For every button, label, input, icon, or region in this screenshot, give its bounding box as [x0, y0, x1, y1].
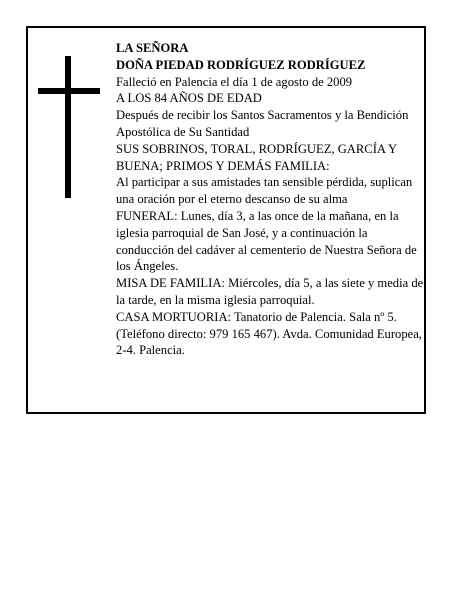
family-list: SUS SOBRINOS, TORAL, RODRÍGUEZ, GARCÍA Y BUENA; PRIMOS Y DEMÁS FAMILIA: — [116, 141, 397, 173]
age-at-death: A LOS 84 AÑOS DE EDAD — [116, 91, 262, 106]
notice-text-block — [116, 40, 426, 359]
obituary-notice — [26, 26, 426, 414]
cross-vertical-bar — [65, 56, 71, 198]
cross-horizontal-bar — [38, 88, 100, 94]
prayer-request: Al participar a sus amistades tan sensible pérdida, suplican una oración por el eterno descanso de su alma — [116, 175, 413, 207]
deceased-name: DOÑA PIEDAD RODRÍGUEZ RODRÍGUEZ — [116, 57, 366, 72]
family-mass-info: MISA DE FAMILIA: Miércoles, día 5, a las siete y media de la tarde, en la misma iglesia parroquial. — [116, 276, 424, 307]
cross-icon — [38, 56, 100, 198]
funeral-info: FUNERAL: Lunes, día 3, a las once de la mañana, en la iglesia parroquial de San José, y a continuación la conducción del cadáver al cementerio de Nuestra Señora de los Ángeles. — [116, 208, 417, 274]
funeral-home-info: CASA MORTUORIA: Tanatorio de Palencia. Sala nº 5. (Teléfono directo: 979 165 467). Avda. Comunidad Europea, 2-4. Palencia. — [116, 309, 422, 358]
notice-heading: LA SEÑORA — [116, 41, 189, 55]
sacraments-text: Después de recibir los Santos Sacramentos y la Bendición Apostólica de Su Santidad — [116, 108, 409, 139]
death-info: Falleció en Palencia el día 1 de agosto de 2009 — [116, 74, 353, 89]
